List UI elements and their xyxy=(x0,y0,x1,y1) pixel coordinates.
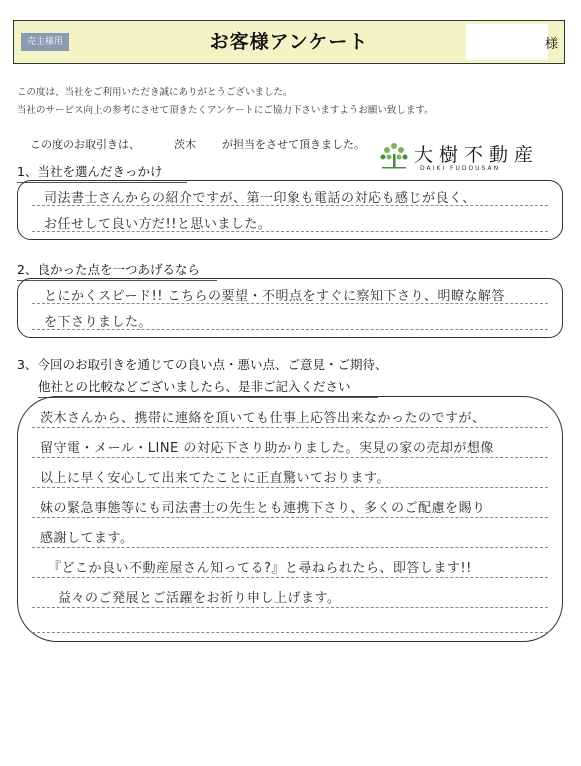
answer-1-line-1: 司法書士さんからの紹介ですが、第一印象も電話の対応も感じが良く、 xyxy=(44,191,476,206)
staff-name: 茨木 xyxy=(174,138,196,151)
ruled-line xyxy=(32,517,548,518)
ruled-line xyxy=(32,457,548,458)
intro-line-2: 当社のサービス向上の参考にさせて頂きたくアンケートにご協力下さいますようお願い致します。 xyxy=(17,105,434,116)
answer-3-line-2: 留守電・メール・LINE の対応下さり助かりました。実見の家の売却が想像 xyxy=(40,441,494,456)
ruled-line xyxy=(32,427,548,428)
answer-3-line-5: 感謝してます。 xyxy=(40,531,134,546)
seller-tag: 売主様用 xyxy=(21,33,69,51)
staff-suffix: が担当をさせて頂きました。 xyxy=(222,138,365,151)
answer-2-line-1: とにかくスピード!! こちらの要望・不明点をすぐに察知下さり、明瞭な解答 xyxy=(44,289,506,304)
staff-line xyxy=(30,136,365,152)
question-2-label: 2、良かった点を一つあげるなら xyxy=(17,260,217,278)
answer-3-line-6: 『どこか良い不動産屋さん知ってる?』と尋ねられたら、即答します!! xyxy=(48,561,472,576)
page-title: お客様アンケート xyxy=(209,31,369,53)
intro-line-1: この度は、当社をご利用いただき誠にありがとうございました。 xyxy=(17,87,293,98)
ruled-line xyxy=(32,487,548,488)
answer-3-line-7: 益々のご発展とご活躍をお祈り申し上げます。 xyxy=(58,591,341,606)
question-3-label-line-1: 3、今回のお取引きを通じての良い点・悪い点、ご意見・ご期待、 xyxy=(17,357,388,372)
answer-2-line-2: を下さりました。 xyxy=(44,315,153,330)
answer-3-line-1: 茨木さんから、携帯に連絡を頂いても仕事上応答出来なかったのですが、 xyxy=(40,411,486,426)
logo-text: 大樹不動産 xyxy=(414,144,540,166)
answer-box-1 xyxy=(17,180,563,240)
tree-logo-icon xyxy=(378,140,410,170)
answer-1-line-2: お任せして良い方だ!!と思いました。 xyxy=(44,217,272,232)
honorific-label: 様 xyxy=(544,37,558,52)
company-logo xyxy=(378,140,568,176)
ruled-line xyxy=(32,632,548,633)
ruled-line xyxy=(32,577,548,578)
logo-subtext: DAIKI FUDOUSAN xyxy=(420,165,501,172)
answer-3-line-3: 以上に早く安心して出来てたことに正直驚いております。 xyxy=(40,471,390,486)
ruled-line xyxy=(32,547,548,548)
customer-name-field xyxy=(466,24,548,60)
survey-header xyxy=(13,20,565,64)
question-1-label: 1、当社を選んだきっかけ xyxy=(17,162,187,180)
staff-prefix: この度のお取引きは、 xyxy=(30,138,140,151)
question-3-label-line-2: 他社との比較などございましたら、是非ご記入ください xyxy=(38,377,378,395)
answer-box-2 xyxy=(17,278,563,338)
answer-3-line-4: 妹の緊急事態等にも司法書士の先生とも連携下さり、多くのご配慮を賜り xyxy=(40,501,486,516)
answer-box-3 xyxy=(17,396,563,642)
ruled-line xyxy=(32,607,548,608)
